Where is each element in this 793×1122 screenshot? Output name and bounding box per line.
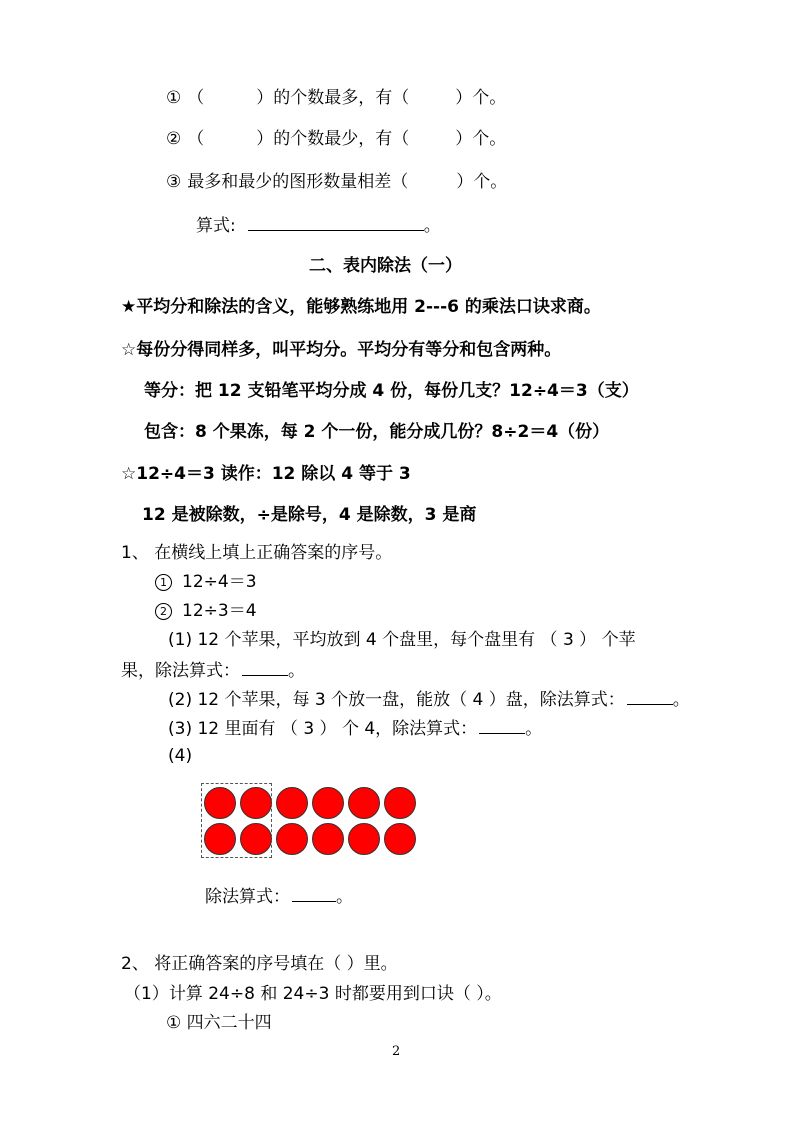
item-2: ② （ ）的个数最少，有（ ）个。	[166, 129, 507, 149]
item-1: ① （ ）的个数最多，有（ ）个。	[166, 88, 507, 108]
q2-sub1: （1）计算 24÷8 和 24÷3 时都要用到口诀（ ）。	[124, 984, 502, 1004]
star-line: ★平均分和除法的含义，能够熟练地用 2---6 的乘法口诀求商。	[121, 297, 601, 317]
q1-option-1: 1 12÷4＝3	[155, 572, 257, 592]
red-dot	[384, 787, 416, 819]
page-number: 2	[392, 1044, 401, 1059]
q1-sub3-blank[interactable]	[479, 717, 525, 734]
section-title: 二、表内除法（一）	[309, 256, 462, 276]
q1-sub4-blank[interactable]	[292, 885, 336, 902]
red-dot	[348, 823, 380, 855]
read-line: ☆12÷4＝3 读作：12 除以 4 等于 3	[121, 464, 411, 484]
q2-title: 2、 将正确答案的序号填在（ ）里。	[121, 954, 398, 974]
q1-title: 1、 在横线上填上正确答案的序号。	[121, 543, 393, 563]
q1-sub2: (2) 12 个苹果，每 3 个放一盘，能放（ 4 ）盘，除法算式： 。	[168, 690, 690, 710]
q1-sub4: (4)	[168, 746, 193, 766]
q1-sub1-b: 果，除法算式： 。	[121, 661, 305, 681]
red-dot	[384, 823, 416, 855]
q1-sub1-blank[interactable]	[242, 659, 288, 676]
dashed-group-box	[201, 783, 272, 858]
q1-sub3: (3) 12 里面有 （ 3 ） 个 4，除法算式： 。	[168, 719, 543, 739]
red-dot	[312, 787, 344, 819]
formula-blank[interactable]	[248, 214, 424, 231]
formula-line: 算式: 。	[196, 216, 441, 236]
q2-opt1: ① 四六二十四	[166, 1013, 272, 1033]
red-dot	[312, 823, 344, 855]
item-3: ③ 最多和最少的图形数量相差（ ）个。	[166, 172, 508, 192]
q1-sub2-blank[interactable]	[627, 688, 673, 705]
dengfen-line: 等分：把 12 支铅笔平均分成 4 份，每份几支？12÷4＝3（支）	[144, 381, 639, 401]
red-dot	[276, 787, 308, 819]
red-dot	[276, 823, 308, 855]
red-dot	[348, 787, 380, 819]
q1-sub1-a: (1) 12 个苹果，平均放到 4 个盘里，每个盘里有 （ 3 ） 个苹	[168, 630, 636, 650]
q1-sub4-formula: 除法算式： 。	[205, 887, 353, 907]
q1-option-2: 2 12÷3＝4	[155, 601, 257, 621]
parts-line: 12 是被除数，÷是除号，4 是除数，3 是商	[142, 505, 477, 525]
baohan-line: 包含：8 个果冻，每 2 个一份，能分成几份？8÷2＝4（份）	[144, 422, 610, 442]
hollow-star-line: ☆每份分得同样多，叫平均分。平均分有等分和包含两种。	[121, 340, 562, 360]
